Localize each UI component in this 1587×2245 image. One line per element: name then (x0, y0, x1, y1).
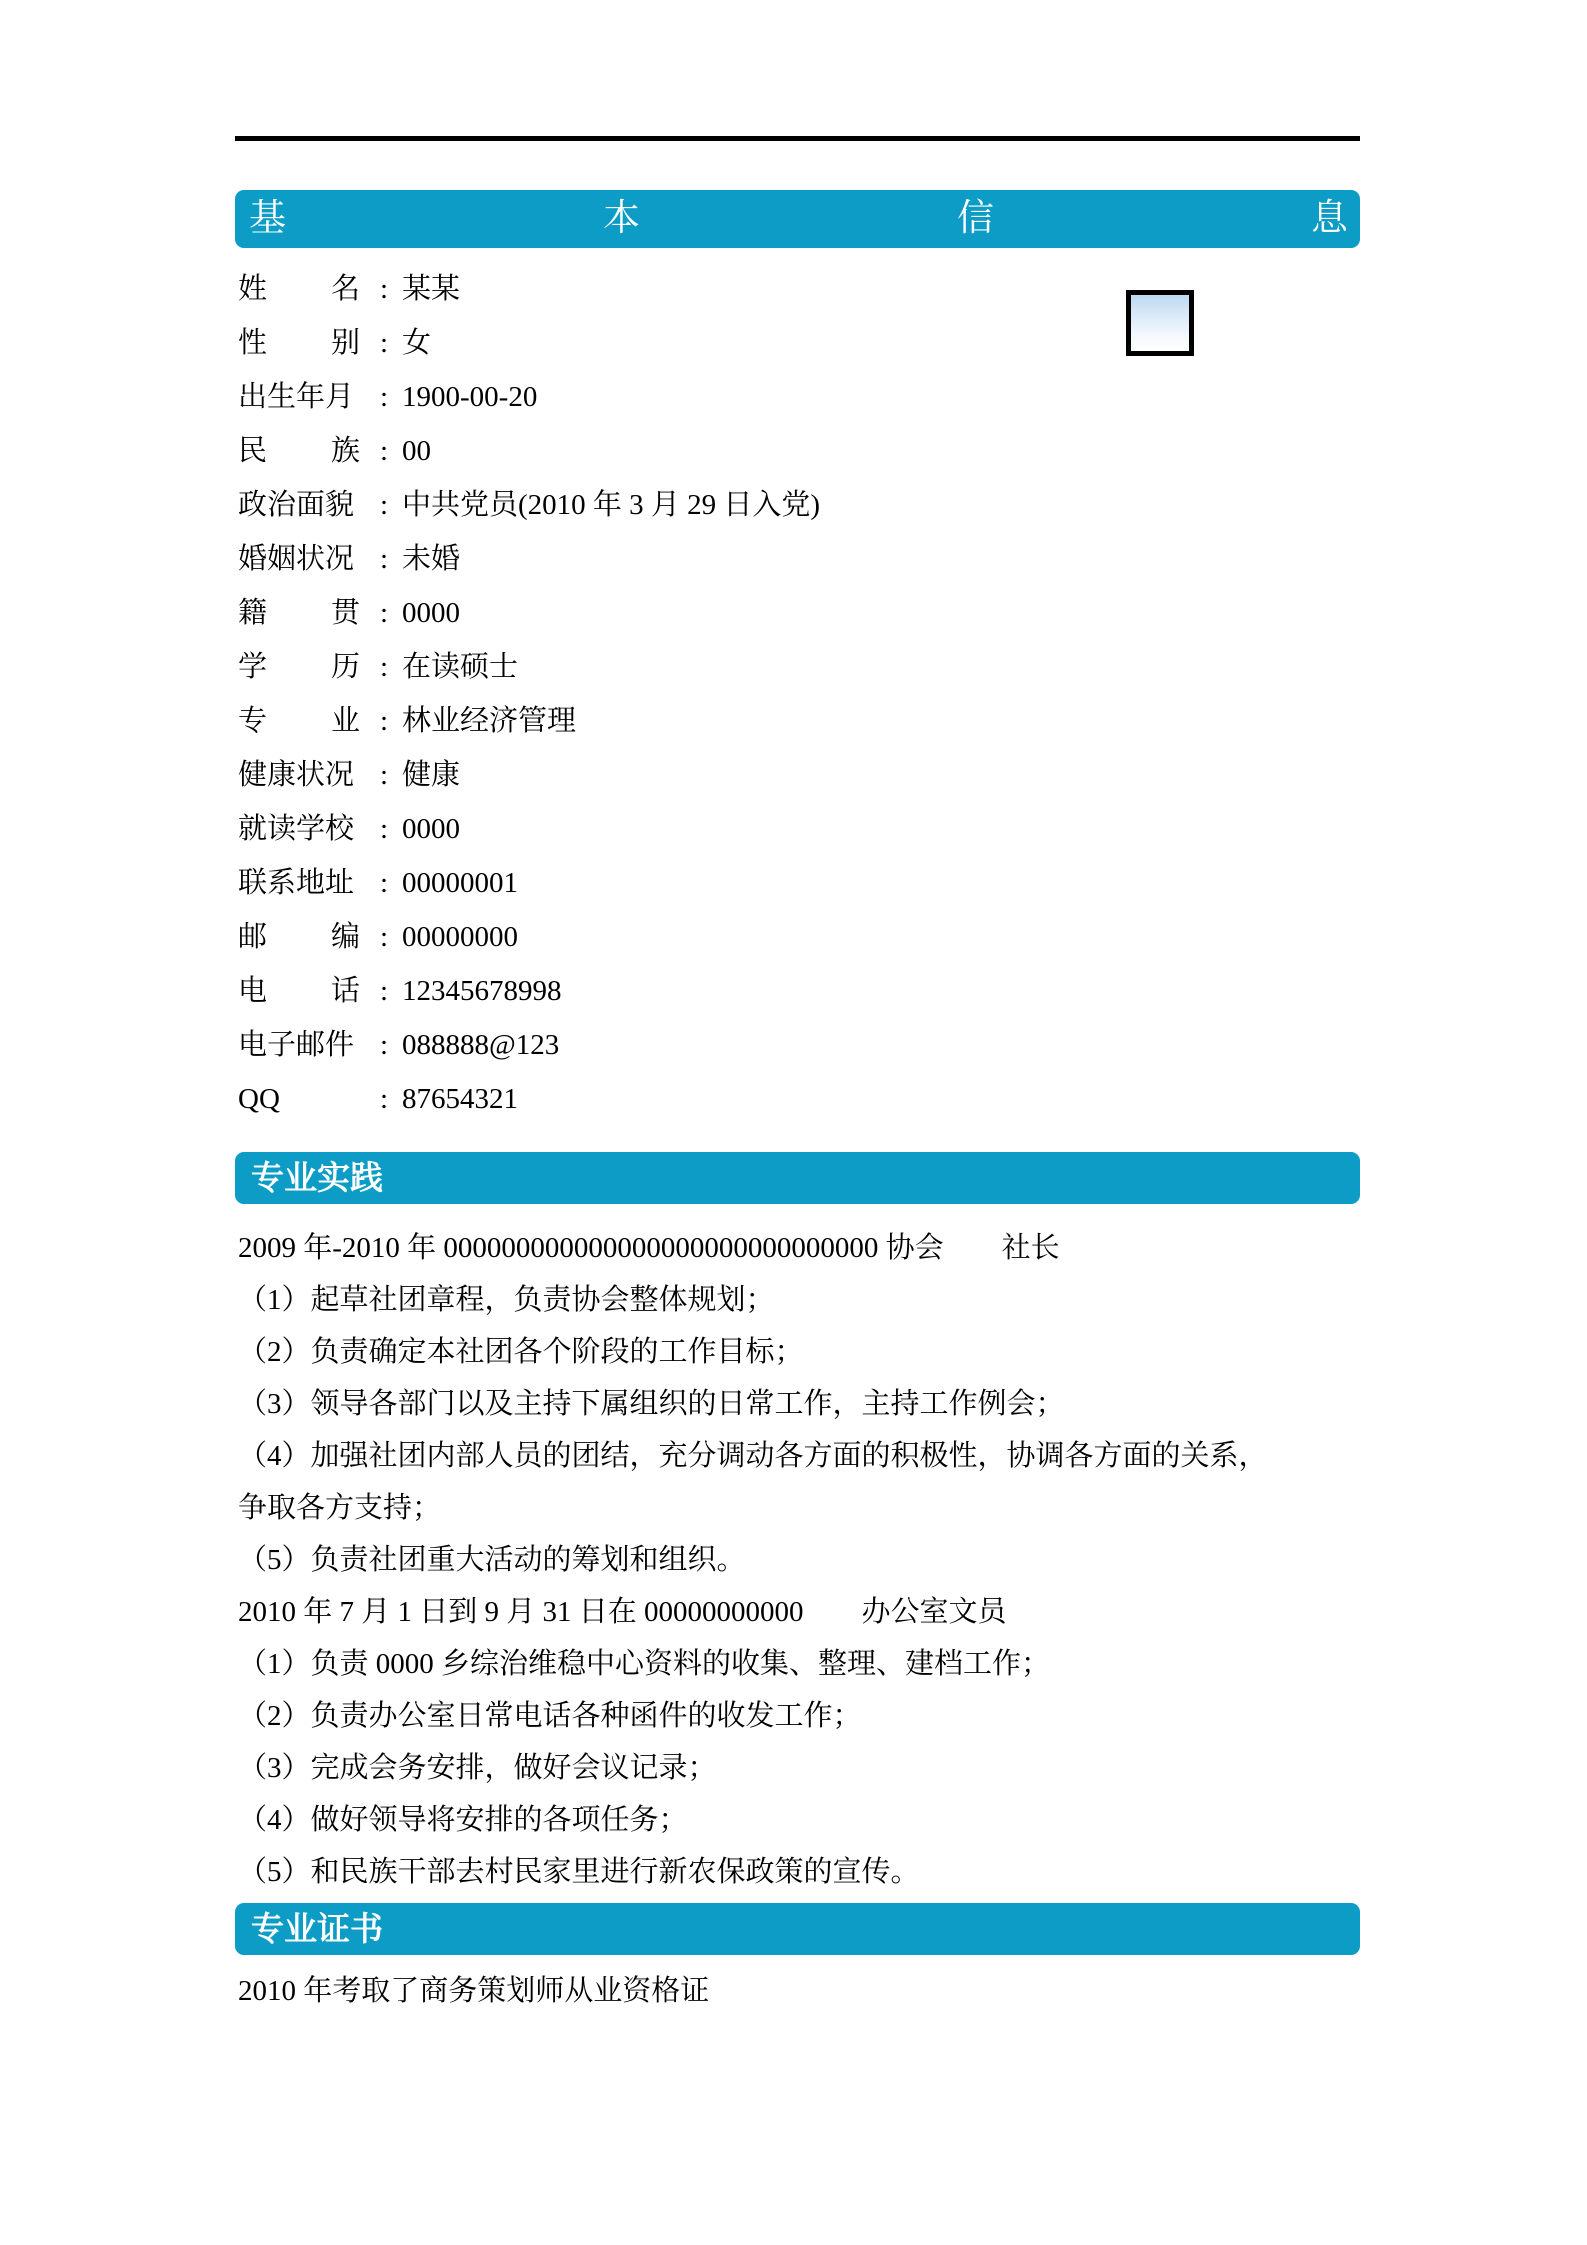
field-label: QQ (238, 1083, 280, 1115)
practice-line: （4）加强社团内部人员的团结，充分调动各方面的积极性，协调各方面的关系， (238, 1440, 1268, 1472)
field-label-char: 邮 (238, 921, 268, 953)
field-label-char: 族 (330, 435, 360, 467)
basic-info-field-list (238, 262, 1138, 1126)
field-value: 未婚 (402, 543, 461, 575)
practice-line: 争取各方支持； (238, 1492, 442, 1524)
field-label (238, 694, 360, 748)
field-label: 出生年月 (238, 381, 355, 413)
field-value: 00000000 (402, 921, 518, 953)
basic-info-row (238, 1072, 1138, 1126)
field-label-char: 名 (330, 273, 360, 305)
field-label-char: 性 (238, 327, 268, 359)
practice-line: （5）和民族干部去村民家里进行新农保政策的宣传。 (238, 1856, 920, 1888)
basic-info-row (238, 694, 1138, 748)
basic-info-row (238, 370, 1138, 424)
field-label-char: 贯 (330, 597, 360, 629)
field-colon: : (380, 435, 389, 467)
basic-info-row (238, 856, 1138, 910)
field-colon: : (380, 489, 389, 521)
field-label-char: 姓 (238, 273, 268, 305)
field-label (238, 586, 360, 640)
field-value: 12345678998 (402, 975, 562, 1007)
certificate-line: 2010 年考取了商务策划师从业资格证 (238, 1975, 710, 2007)
field-colon: : (380, 813, 389, 845)
field-label-char: 民 (238, 435, 268, 467)
field-label (238, 262, 360, 316)
field-colon: : (380, 921, 389, 953)
field-value: 1900-00-20 (402, 381, 538, 413)
field-label (238, 316, 360, 370)
basic-info-row (238, 910, 1138, 964)
field-label (238, 910, 360, 964)
basic-info-row (238, 802, 1138, 856)
professional-certificate-banner (235, 1903, 1360, 1955)
field-label-char: 编 (330, 921, 360, 953)
field-colon: : (380, 273, 389, 305)
field-label-char: 学 (238, 651, 268, 683)
practice-line: （4）做好领导将安排的各项任务； (238, 1804, 688, 1836)
banner-char-2: 本 (603, 198, 640, 239)
field-value: 00000001 (402, 867, 518, 899)
basic-info-row (238, 640, 1138, 694)
field-colon: : (380, 1083, 389, 1115)
practice-line: （1）起草社团章程，负责协会整体规划； (238, 1284, 775, 1316)
field-label-char: 历 (330, 651, 360, 683)
practice-line: （2）负责确定本社团各个阶段的工作目标； (238, 1336, 804, 1368)
professional-practice-body (238, 1222, 1366, 1898)
field-label-char: 别 (330, 327, 360, 359)
practice-line: （2）负责办公室日常电话各种函件的收发工作； (238, 1700, 862, 1732)
field-value: 女 (402, 327, 432, 359)
field-value: 某某 (402, 273, 461, 305)
field-label-char: 籍 (238, 597, 268, 629)
field-label: 就读学校 (238, 813, 355, 845)
field-label: 电子邮件 (238, 1029, 355, 1061)
field-colon: : (380, 597, 389, 629)
banner-char-3: 信 (957, 198, 994, 239)
field-value: 健康 (402, 759, 461, 791)
field-colon: : (380, 975, 389, 1007)
basic-info-row (238, 478, 1138, 532)
professional-practice-banner (235, 1152, 1360, 1204)
practice-line: （3）完成会务安排，做好会议记录； (238, 1752, 717, 1784)
field-value: 0000 (402, 597, 460, 629)
field-value: 87654321 (402, 1083, 518, 1115)
practice-line: （5）负责社团重大活动的筹划和组织。 (238, 1544, 746, 1576)
field-colon: : (380, 705, 389, 737)
basic-info-banner-text (235, 190, 1360, 248)
field-label-char: 业 (330, 705, 360, 737)
basic-info-banner (235, 190, 1360, 248)
field-label (238, 640, 360, 694)
field-value: 林业经济管理 (402, 705, 577, 737)
field-label: 婚姻状况 (238, 543, 355, 575)
header-rule (235, 136, 1360, 141)
basic-info-row (238, 424, 1138, 478)
field-colon: : (380, 867, 389, 899)
field-label: 健康状况 (238, 759, 355, 791)
field-colon: : (380, 327, 389, 359)
professional-certificate-body (238, 1965, 1366, 2017)
field-value: 00 (402, 435, 431, 467)
field-value: 在读硕士 (402, 651, 519, 683)
field-label: 政治面貌 (238, 489, 355, 521)
basic-info-row (238, 748, 1138, 802)
field-value: 中共党员(2010 年 3 月 29 日入党) (402, 489, 821, 521)
banner-char-1: 基 (249, 198, 286, 239)
practice-line: 2009 年-2010 年 000000000000000000000000000000 协会 社长 (238, 1232, 1060, 1264)
professional-practice-banner-label: 专业实践 (251, 1159, 383, 1196)
field-colon: : (380, 759, 389, 791)
basic-info-row (238, 262, 1138, 316)
field-colon: : (380, 651, 389, 683)
practice-line: 2010 年 7 月 1 日到 9 月 31 日在 00000000000 办公室文员 (238, 1596, 1007, 1628)
basic-info-row (238, 586, 1138, 640)
field-label (238, 964, 360, 1018)
practice-line: （1）负责 0000 乡综治维稳中心资料的收集、整理、建档工作； (238, 1648, 1051, 1680)
field-label (238, 424, 360, 478)
field-colon: : (380, 1029, 389, 1061)
basic-info-row (238, 316, 1138, 370)
professional-certificate-banner-label: 专业证书 (251, 1910, 383, 1947)
field-label-char: 专 (238, 705, 268, 737)
field-value: 0000 (402, 813, 460, 845)
field-label-char: 话 (330, 975, 360, 1007)
basic-info-row (238, 1018, 1138, 1072)
field-value: 088888@123 (402, 1029, 560, 1061)
basic-info-row (238, 532, 1138, 586)
field-colon: : (380, 381, 389, 413)
banner-char-4: 息 (1311, 198, 1348, 239)
field-label-char: 电 (238, 975, 268, 1007)
field-label: 联系地址 (238, 867, 355, 899)
practice-line: （3）领导各部门以及主持下属组织的日常工作，主持工作例会； (238, 1388, 1065, 1420)
field-colon: : (380, 543, 389, 575)
basic-info-row (238, 964, 1138, 1018)
